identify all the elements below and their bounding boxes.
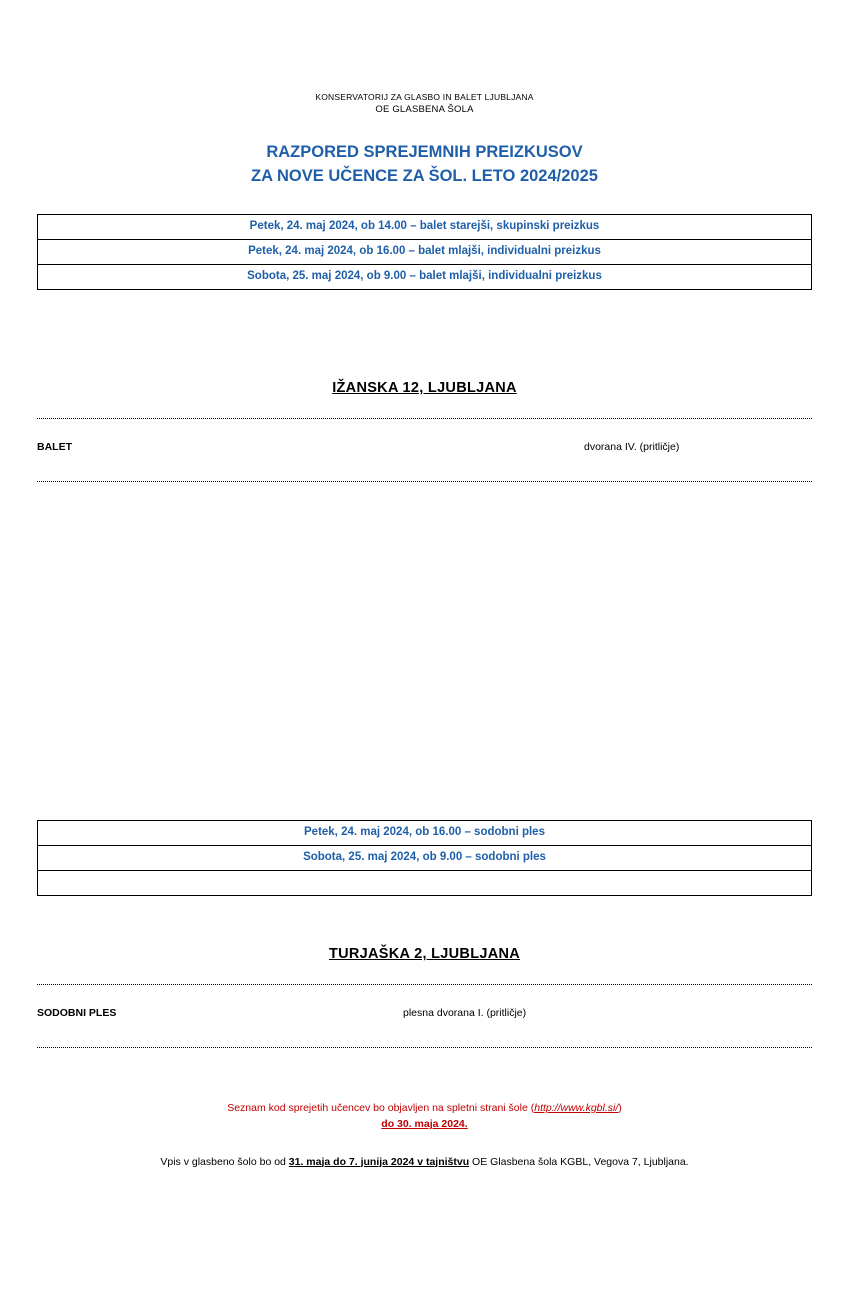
note-1-text-a: Seznam kod sprejetih učencev bo objavljen na spletni strani šole ( bbox=[227, 1102, 535, 1114]
organization-header bbox=[0, 92, 849, 117]
table-row bbox=[38, 871, 812, 896]
ballet-schedule-table bbox=[37, 214, 812, 290]
document-title bbox=[0, 141, 849, 189]
venue-2-subject-label: SODOBNI PLES bbox=[37, 1007, 117, 1020]
venue-1-room-row bbox=[37, 441, 812, 459]
note-line-3 bbox=[0, 1154, 849, 1170]
venue-2-title: TURJAŠKA 2, LJUBLJANA bbox=[328, 946, 521, 963]
venue-1-room-value: dvorana IV. (pritličje) bbox=[584, 441, 680, 454]
note-1-text-b: ) bbox=[618, 1102, 622, 1114]
footer-notes bbox=[0, 1100, 849, 1170]
table-row bbox=[38, 215, 812, 240]
spacer bbox=[0, 985, 849, 1007]
organizational-unit: OE GLASBENA ŠOLA bbox=[375, 104, 474, 116]
schedule-cell: Sobota, 25. maj 2024, ob 9.00 – sodobni ples bbox=[38, 846, 812, 871]
table-row bbox=[38, 265, 812, 290]
spacer bbox=[0, 1025, 849, 1047]
spacer bbox=[0, 962, 849, 984]
dance-schedule-table bbox=[37, 820, 812, 896]
venue-2-room-value: plesna dvorana I. (pritličje) bbox=[403, 1007, 527, 1020]
enrollment-period: 31. maja do 7. junija 2024 v tajništvu bbox=[288, 1155, 470, 1168]
schedule-cell: Petek, 24. maj 2024, ob 16.00 – sodobni ples bbox=[38, 821, 812, 846]
document-title-line-1: RAZPORED SPREJEMNIH PREIZKUSOV bbox=[266, 143, 583, 162]
institution-name: KONSERVATORIJ ZA GLASBO IN BALET LJUBLJANA bbox=[315, 92, 534, 102]
table-row bbox=[38, 821, 812, 846]
venue-1-title: IŽANSKA 12, LJUBLJANA bbox=[332, 380, 517, 397]
schedule-cell: Petek, 24. maj 2024, ob 14.00 – balet starejši, skupinski preizkus bbox=[38, 215, 812, 240]
schedule-cell: Petek, 24. maj 2024, ob 16.00 – balet mlajši, individualni preizkus bbox=[38, 240, 812, 265]
school-website-link[interactable]: http://www.kgbl.si/ bbox=[534, 1102, 619, 1114]
note-line-2: do 30. maja 2024. bbox=[381, 1118, 468, 1131]
divider-dotted-bottom-2 bbox=[37, 1047, 812, 1048]
spacer bbox=[0, 419, 849, 441]
divider-dotted-bottom-1 bbox=[37, 481, 812, 482]
ballet-schedule-table-wrapper bbox=[0, 214, 849, 290]
note-line-1 bbox=[0, 1100, 849, 1116]
venue-1-subject-label: BALET bbox=[37, 441, 72, 454]
venue-2-room-row bbox=[37, 1007, 812, 1025]
schedule-cell-empty bbox=[38, 871, 812, 896]
schedule-cell: Sobota, 25. maj 2024, ob 9.00 – balet mlajši, individualni preizkus bbox=[38, 265, 812, 290]
dance-schedule-table-wrapper bbox=[0, 820, 849, 896]
document-page bbox=[0, 92, 849, 1292]
table-row bbox=[38, 846, 812, 871]
spacer bbox=[0, 459, 849, 481]
spacer bbox=[0, 396, 849, 418]
note-3-text-c: OE Glasbena šola KGBL, Vegova 7, Ljubljana. bbox=[469, 1155, 689, 1168]
document-title-line-2: ZA NOVE UČENCE ZA ŠOL. LETO 2024/2025 bbox=[251, 167, 598, 186]
table-row bbox=[38, 240, 812, 265]
note-3-text-a: Vpis v glasbeno šolo bo od bbox=[160, 1155, 289, 1168]
